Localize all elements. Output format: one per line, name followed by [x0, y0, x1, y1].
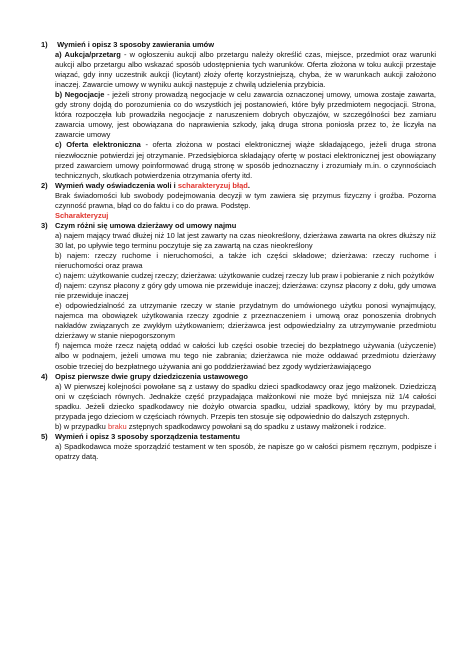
- q1-answer-b: [41, 90, 436, 140]
- q3-item-b: b) najem: rzeczy ruchome i nieruchomości, a także ich części składowe; dzierżawa: rzeczy ruchome i nieruchomości oraz prawa: [55, 250, 436, 271]
- question-1-number: 1): [41, 40, 48, 49]
- q4-answer-b: [41, 422, 436, 432]
- q4-answer-a: a) W pierwszej kolejności powołane są z ustawy do spadku dzieci spadkodawcy oraz jego małżonek. Dziedziczą oni w częściach równych. Jednakże część przypadająca małżonkowi nie może być mniejsza niż 1/4 całości spadku. Jeżeli dziecko spadkodawcy nie dożyło otwarcia spadku, udział spadkowy, który by mu przypadał, przypada jego dzieciom w częściach równych. Przepis ten stosuje się odpowiednio do dalszych zstępnych.: [55, 381, 436, 421]
- q3-item-d: d) najem: czynsz płacony z góry gdy umowa nie przewiduje inaczej; dzierżawa: czynsz płacony z dołu, gdy umowa nie przewiduje inaczej: [55, 281, 436, 301]
- question-1: [41, 40, 436, 181]
- question-2-title-highlight: scharakteryzuj błąd: [177, 180, 248, 190]
- q2-red-note: Scharakteryzuj: [55, 210, 109, 220]
- q4-b-highlight: braku: [107, 421, 127, 431]
- question-4-title: Opisz pierwsze dwie grupy dziedziczenia ustawowego: [55, 371, 248, 381]
- question-2-number: 2): [41, 180, 48, 190]
- question-1-title: Wymień i opisz 3 sposoby zawierania umów: [57, 40, 215, 49]
- question-2-title-end: .: [247, 180, 250, 190]
- q1-b-heading: b) Negocjacje: [55, 90, 105, 100]
- q4-b-start: b) w przypadku: [55, 421, 108, 431]
- q1-b-text: - jeżeli strony prowadzą negocjacje w celu zawarcia oznaczonej umowy, umowa zostaje zawarta, gdy strony dojdą do porozumienia co do wszystkich jej postanowień, które były przedmiotem negocjacji. Strona, która rozpoczęła lub prowadziła negocjacje z naruszeniem dobrych obyczajów, w szczególności bez zamiaru zawarcia umowy, jest obowiązana do naprawienia szkody, jaką druga strona poniosła przez to, że liczyła na zawarcie umowy: [55, 90, 436, 140]
- q3-item-c: c) najem: użytkowanie cudzej rzeczy; dzierżawa: użytkowanie cudzej rzeczy lub praw i pobieranie z nich pożytków: [55, 271, 434, 281]
- q1-c-heading: c) Oferta elektroniczna: [55, 140, 141, 150]
- q1-c-text: - oferta złożona w postaci elektronicznej wiąże składającego, jeżeli druga strona niezwłocznie potwierdzi jej otrzymanie. Przedsiębiorca składający ofertę w postaci elektronicznej jest obowiązany przed zawarciem umowy poinformować drugą stronę w sposób jednoznaczny i zrozumiały m.in. o czynnościach technicznych, skutkach potwierdzenia otrzymania oferty itd.: [55, 140, 436, 180]
- question-3-number: 3): [41, 220, 48, 230]
- q2-answer-text: Brak świadomości lub swobody podejmowania decyzji w tym zawiera się przymus fizyczny i groźba. Pozorna czynność prawna, błąd co do faktu i co do prawa. Podstęp.: [55, 190, 436, 210]
- q1-answer-a: [41, 50, 436, 90]
- q2-answer: [41, 191, 436, 211]
- question-2-heading: [41, 181, 436, 191]
- question-3-title: Czym różni się umowa dzierżawy od umowy najmu: [55, 220, 237, 230]
- question-5-title: Wymień i opisz 3 sposoby sporządzenia testamentu: [55, 431, 240, 441]
- q1-a-text: - w ogłoszeniu aukcji albo przetargu należy określić czas, miejsce, przedmiot oraz warunki aukcji albo przetargu albo wskazać sposób udostępnienia tych warunków. Oferta złożona w toku aukcji przestaje wiązać, gdy inny uczestnik aukcji (licytant) złoży ofertę korzystniejszą, chyba, że w warunkach aukcji założono inaczej. Zawarcie umowy w wyniku aukcji następuje z chwilą udzielenia przybicia.: [55, 50, 436, 90]
- question-5: [41, 432, 436, 462]
- q4-b-end: zstępnych spadkodawcy powołani są do spadku z ustawy małżonek i rodzice.: [126, 421, 387, 431]
- question-4: [41, 372, 436, 432]
- question-4-number: 4): [41, 371, 48, 381]
- q1-a-heading: a) Aukcja/przetarg: [55, 50, 121, 60]
- q3-item-a: a) najem mający trwać dłużej niż 10 lat jest zawarty na czas nieokreślony, dzierżawa zawarta na okres dłuższy niż 30 lat, po upływie tego terminu poczytuje się za zawartą na czas nieokreślony: [55, 230, 436, 250]
- q3-item-e: e) odpowiedzialność za utrzymanie rzeczy w stanie przydatnym do umówionego użytku ponosi wynajmujący, najemca ma obowiązek użytkowania rzeczy zgodnie z przeznaczeniem i umową oraz ponoszenia drobnych nakładów związanych ze zwykłym użytkowaniem; dzierżawca jest odpowiedzialny za utrzymywanie przedmiotu dzierżawy w stanie niepogorszonym: [55, 301, 436, 341]
- question-4-heading: [41, 372, 436, 382]
- question-3-heading: [41, 221, 436, 231]
- question-5-heading: [41, 432, 436, 442]
- question-5-number: 5): [41, 431, 48, 441]
- q1-answer-c: [41, 140, 436, 180]
- question-2-title: Wymień wady oświadczenia woli i: [55, 180, 178, 190]
- q5-answer-a: a) Spadkodawca może sporządzić testament w ten sposób, że napisze go w całości pismem ręcznym, podpisze i opatrzy datą.: [55, 441, 436, 461]
- question-2: [41, 181, 436, 221]
- q3-item-f: f) najemca może rzecz najętą oddać w całości lub części osobie trzeciej do bezpłatnego używania (użyczenie) albo w podnajem, jeżeli umowa mu tego nie zabrania; dzierżawca nie może oddawać przedmiotu dzierżawy osobie trzeciej do bezpłatnego używania ani go poddzierżawiać bez zgody wydzierżawiającego: [55, 341, 436, 371]
- question-3: [41, 221, 436, 372]
- question-1-heading: [41, 40, 436, 50]
